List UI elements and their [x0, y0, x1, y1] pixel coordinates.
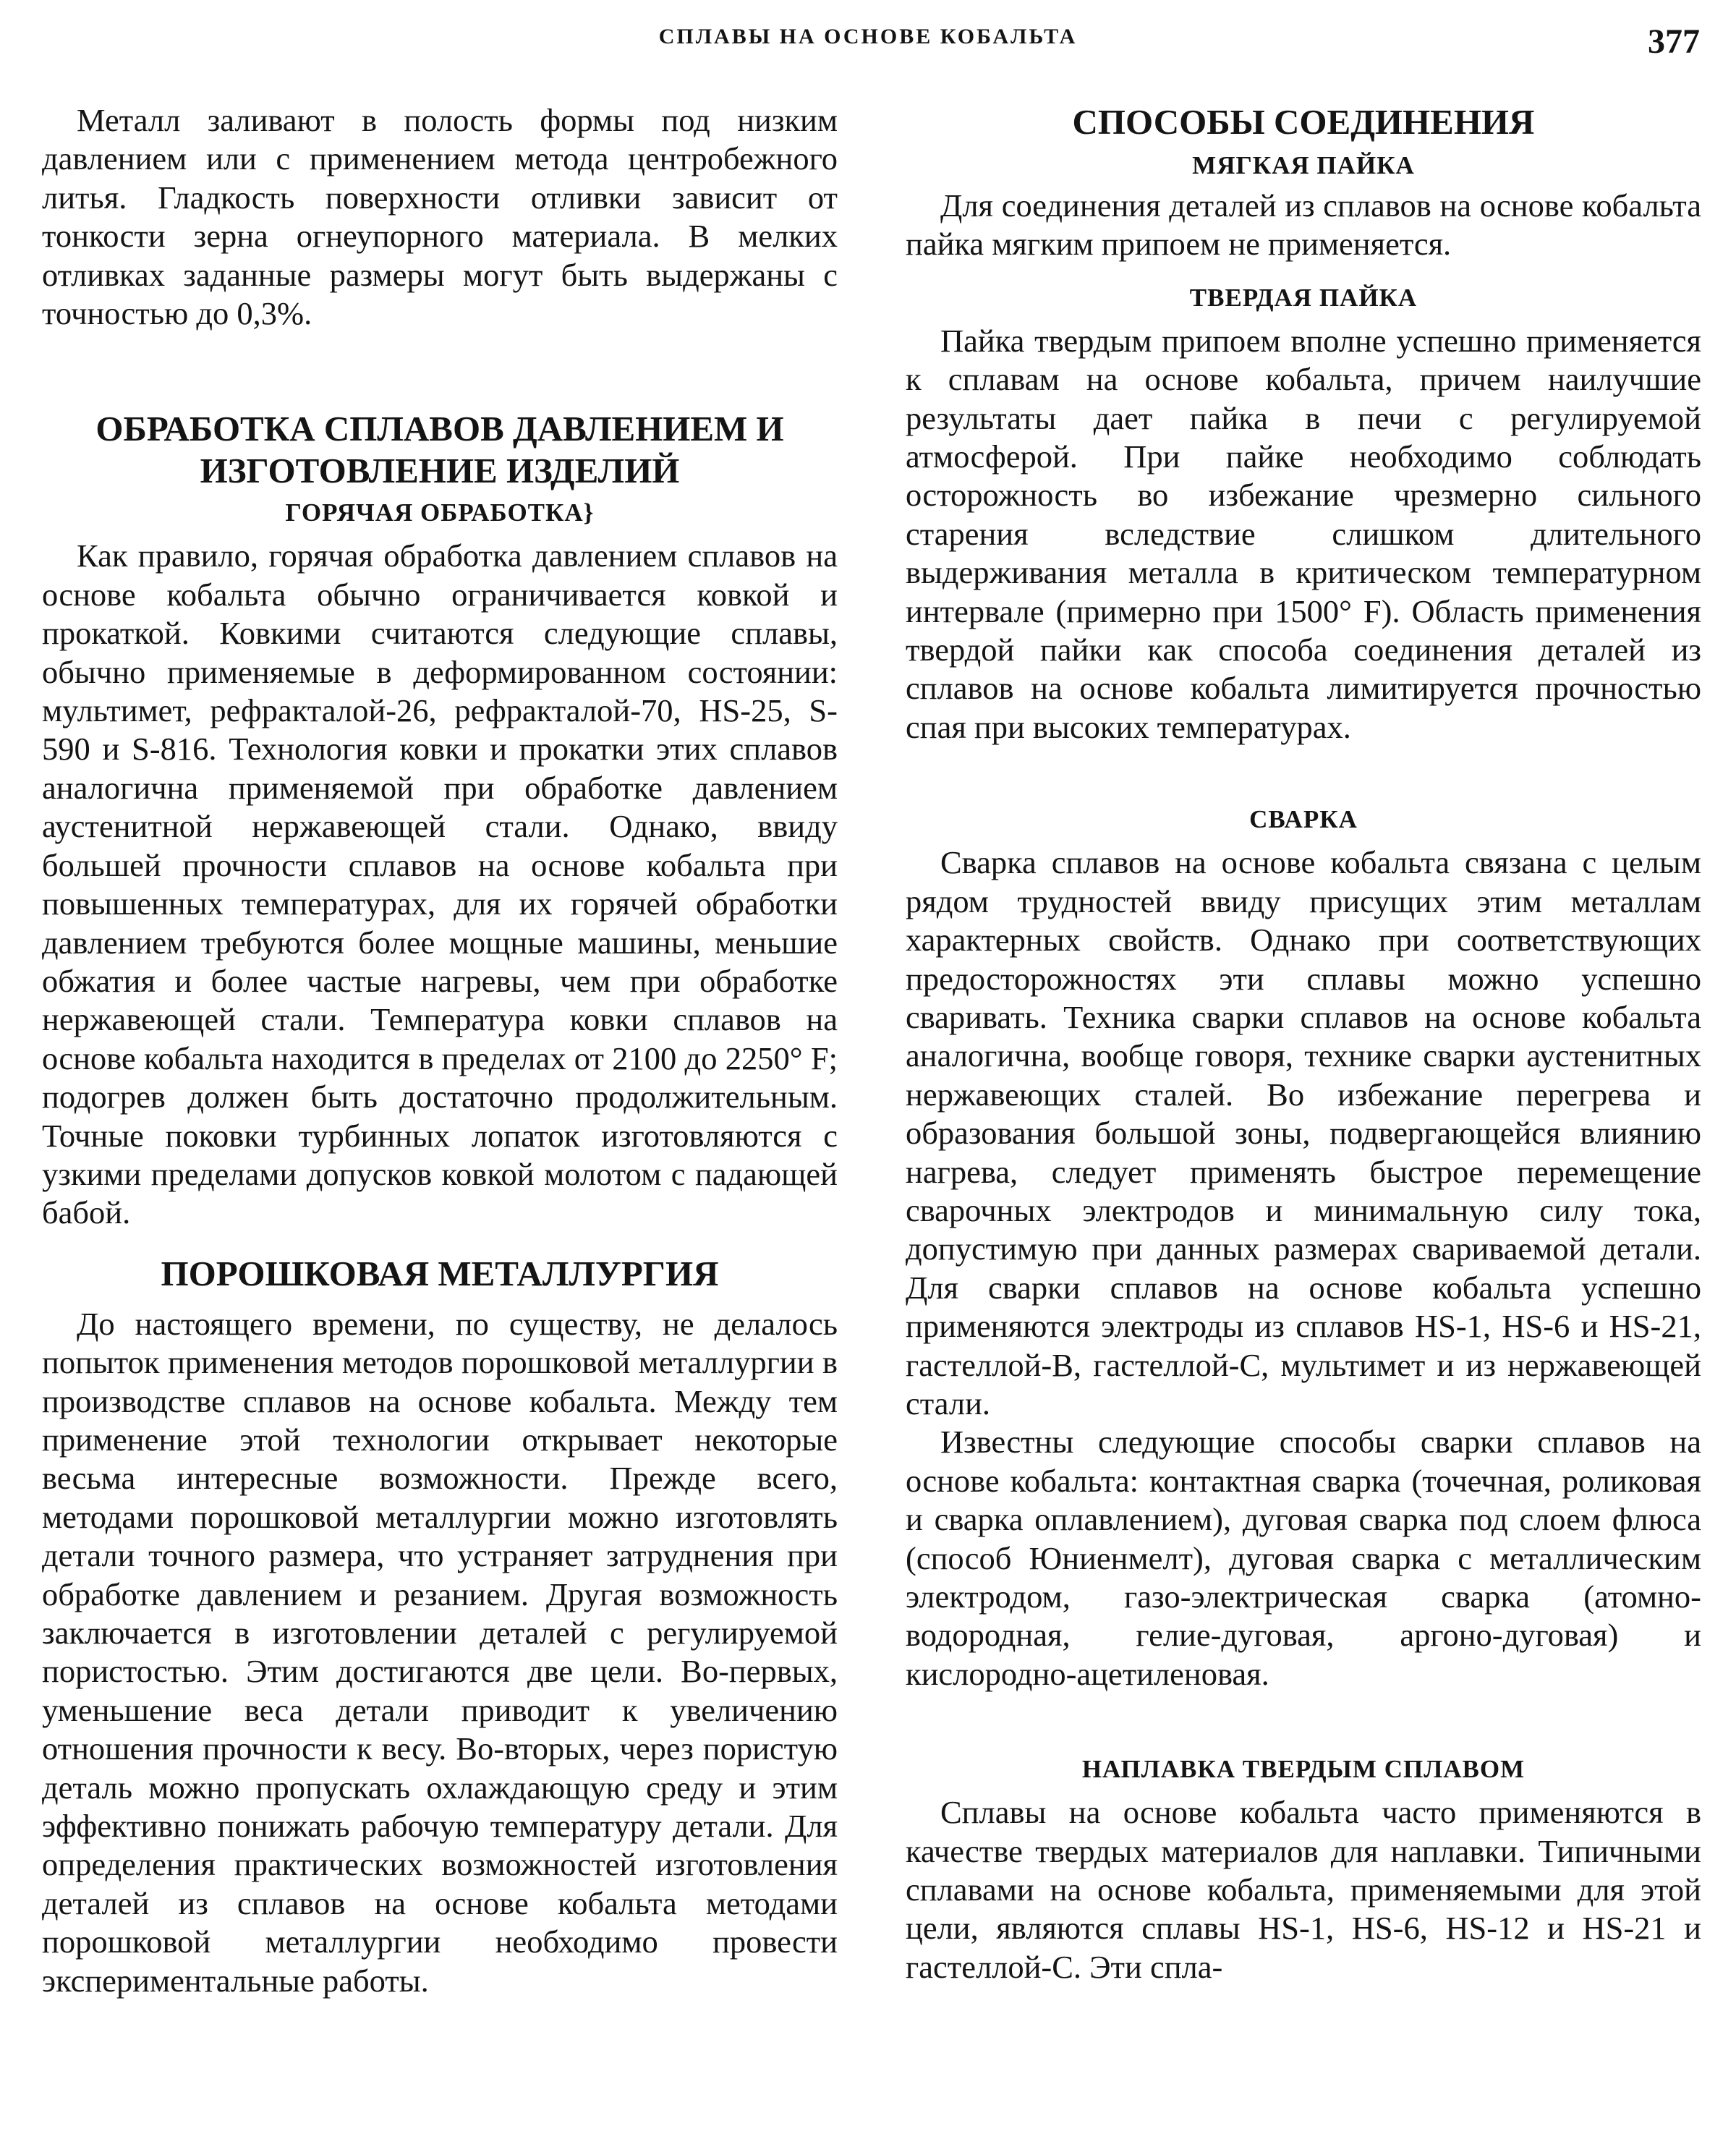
paragraph-powder-metallurgy: До настоящего времени, по существу, не делалось попыток применения методов порошковой металлургии в производстве сплавов на основе кобальта. Между тем применение этой технологии открывает некоторые весьма интересные возможности. Прежде всего, методами порошковой металлургии можно изготовлять детали точного размера, что устраняет затруднения при обработке давлением и резанием. Другая возможность заключается в изготовлении деталей с регулируемой пористостью. Этим достигаются две цели. Во-первых, уменьшение веса детали приводит к увеличению отношения прочности к весу. Во-вторых, через пористую деталь можно пропускать охлаждающую среду и этим эффективно понижать рабочую температуру детали. Для определения практических возможностей изготовления деталей из сплавов на основе кобальта методами порошковой металлургии необходимо провести экспериментальные работы.	[42, 1305, 838, 1999]
intro-paragraph: Металл заливают в полость формы под низким давлением или с применением метода центробежного литья. Гладкость поверхности отливки зависит от тонкости зерна огнеупорного материала. В мелких отливках заданные размеры могут быть выдержаны с точностью до 0,3%.	[42, 102, 838, 332]
paragraph-hot-working: Как правило, горячая обработка давлением сплавов на основе кобальта обычно ограничивается ковкой и прокаткой. Ковкими считаются следующие сплавы, обычно применяемые в деформированном состоянии: мультимет, рефракталой-26, рефракталой-70, HS-25, S-590 и S-816. Технология ковки и прокатки этих сплавов аналогична применяемой при обработке давлением аустенитной нержавеющей стали. Однако, ввиду большей прочности сплавов на основе кобальта при повышенных температурах, для их горячей обработки давлением требуются более мощные машины, меньшие обжатия и более частые нагревы, чем при обработке нержавеющей стали. Температура ковки сплавов на основе кобальта находится в пределах от 2100 до 2250° F; подогрев должен быть достаточно продолжительным. Точные поковки турбинных лопаток изготовляются с узкими пределами допусков ковкой молотом с падающей бабой.	[42, 537, 838, 1231]
running-title: СПЛАВЫ НА ОСНОВЕ КОБАЛЬТА	[658, 25, 1078, 48]
left-column	[42, 101, 838, 2000]
section-title-joining-methods: СПОСОБЫ СОЕДИНЕНИЯ	[1072, 102, 1535, 142]
paragraph-welding-2: Известны следующие способы сварки сплавов на основе кобальта: контактная сварка (точечная, роликовая и сварка оплавлением), дуговая сварка под слоем флюса (способ Юниенмелт), дуговая сварка с металлическим электродом, газо-электрическая сварка (атомно-водородная, гелие-дуговая, аргоно-дуговая) и кислородно-ацетиленовая.	[906, 1424, 1701, 1692]
page-number: 377	[1648, 22, 1700, 61]
paragraph-hardfacing: Сплавы на основе кобальта часто применяются в качестве твердых материалов для наплавки. Типичными сплавами на основе кобальта, применяемыми для этой цели, являются сплавы HS-1, HS-6, HS-12 и HS-21 и гастеллой-С. Эти спла-	[906, 1794, 1701, 1985]
paragraph-welding-1: Сварка сплавов на основе кобальта связана с целым рядом трудностей ввиду присущих этим металлам характерных свойств. Однако при соответствующих предосторожностях эти сплавы можно успешно сваривать. Техника сварки сплавов на основе кобальта аналогична, вообще говоря, технике сварки аустенитных нержавеющих сталей. Во избежание перегрева и образования большой зоны, подвергающейся влиянию нагрева, следует применять быстрое перемещение сварочных электродов и минимальную силу тока, допустимую при данных размерах свариваемой детали. Для сварки сплавов на основе кобальта успешно применяются электроды из сплавов HS-1, HS-6 и HS-21, гастеллой-В, гастеллой-С, мультимет и из нержавеющей стали.	[906, 844, 1701, 1421]
paragraph-hard-solder: Пайка твердым припоем вполне успешно применяется к сплавам на основе кобальта, причем наилучшие результаты дает пайка в печи с регулируемой атмосферой. При пайке необходимо соблюдать осторожность во избежание чрезмерно сильного старения вследствие слишком длительного выдерживания металла в критическом температурном интервале (примерно при 1500° F). Область применения твердой пайки как способа соединения деталей из сплавов на основе кобальта лимитируется прочностью спая при высоких температурах.	[906, 322, 1701, 745]
section-title-powder-metallurgy: ПОРОШКОВАЯ МЕТАЛЛУРГИЯ	[161, 1253, 719, 1293]
subsection-title-welding: СВАРКА	[1249, 805, 1358, 834]
subsection-title-soft-solder: МЯГКАЯ ПАЙКА	[1192, 151, 1415, 179]
subsection-title-hard-solder: ТВЕРДАЯ ПАЙКА	[1189, 283, 1418, 312]
subsection-title-hot-working: ГОРЯЧАЯ ОБРАБОТКА}	[285, 498, 595, 527]
right-column	[906, 101, 1701, 1986]
paragraph-soft-solder: Для соединения деталей из сплавов на основе кобальта пайка мягким припоем не применяется.	[906, 187, 1701, 263]
subsection-title-hardfacing: НАПЛАВКА ТВЕРДЫМ СПЛАВОМ	[1081, 1755, 1526, 1784]
section-title-metalworking: ОБРАБОТКА СПЛАВОВ ДАВЛЕНИЕМ И ИЗГОТОВЛЕНИЕ ИЗДЕЛИЙ	[95, 409, 784, 491]
